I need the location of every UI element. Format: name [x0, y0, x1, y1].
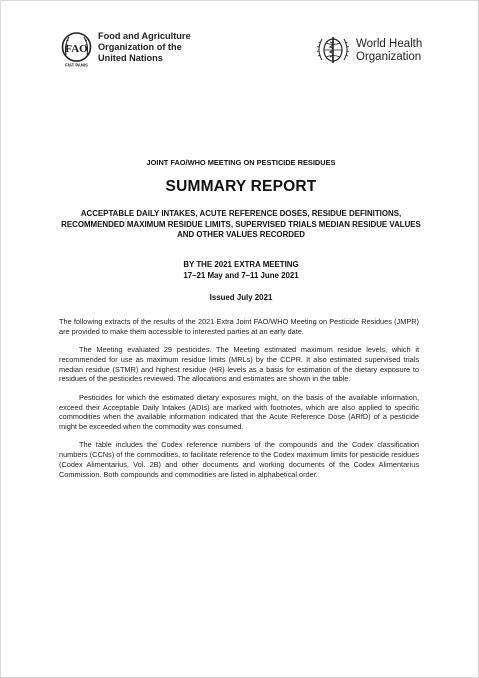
who-emblem-icon	[314, 34, 352, 68]
report-subtitle	[41, 209, 441, 241]
fao-name-line-3: United Nations	[98, 53, 163, 63]
meeting-name: JOINT FAO/WHO MEETING ON PESTICIDE RESIDUES	[146, 158, 336, 167]
paragraph-4: The table includes the Codex reference numbers of the compounds and the Codex classification numbers (CCNs) of the commodities, to facilitate reference to the Codex maximum limits for pesticide residues (Codex Alimentarius, Vol. 2B) and other documents and working documents of the Codex Alimentarius Commission. Both compounds and commodities are listed in alphabetical order.	[59, 440, 419, 479]
fao-name-line-2: Organization of the	[98, 42, 182, 52]
subtitle-line-3: AND OTHER VALUES RECORDED	[177, 230, 305, 240]
paragraph-2: The Meeting evaluated 29 pesticides. The Meeting estimated maximum residue levels, which it recommended for use as maximum residue limits (MRLs) by the CCPR. It also estimated supervised trials median residue (STMR) and highest residue (HR) levels as a basis for estimation of the dietary exposure to residues of the pesticides reviewed. The allocations and estimates are shown in the table.	[59, 345, 419, 384]
subtitle-line-1: ACCEPTABLE DAILY INTAKES, ACUTE REFERENCE DOSES, RESIDUE DEFINITIONS,	[80, 209, 402, 218]
report-title: SUMMARY REPORT	[165, 178, 317, 195]
svg-text:FAO: FAO	[65, 43, 88, 55]
meeting-line-1: BY THE 2021 EXTRA MEETING	[183, 260, 299, 269]
issued-date: Issued July 2021	[209, 293, 273, 302]
paragraph-1: The following extracts of the results of the 2021 Extra Joint FAO/WHO Meeting on Pesticide Residues (JMPR) are provided to make them accessible to interested parties at an early date.	[59, 317, 419, 336]
body-text	[59, 317, 419, 488]
meeting-line-2: 17–21 May and 7–11 June 2021	[183, 271, 299, 280]
svg-text:FIAT PANIS: FIAT PANIS	[65, 62, 88, 68]
meeting-dates	[41, 259, 441, 281]
subtitle-line-2: RECOMMENDED MAXIMUM RESIDUE LIMITS, SUPERVISED TRIALS MEDIAN RESIDUE VALUES	[61, 219, 421, 229]
fao-emblem-icon	[61, 31, 92, 68]
fao-name-line-1: Food and Agriculture	[98, 31, 191, 41]
who-name-line-2: Organization	[356, 51, 422, 63]
who-name	[356, 38, 422, 64]
fao-name	[98, 31, 191, 64]
who-logo	[314, 34, 422, 68]
who-name-line-1: World Health	[356, 38, 423, 50]
paragraph-3: Pesticides for which the estimated dietary exposures might, on the basis of the available information, exceed their Acceptable Daily Intakes (ADIs) are marked with footnotes, which are also applied to specific commodities when the available information indicated that the Acute Reference Dose (ARfD) of a pesticide might be exceeded when the commodity was consumed.	[59, 392, 419, 431]
fao-logo	[61, 31, 191, 68]
